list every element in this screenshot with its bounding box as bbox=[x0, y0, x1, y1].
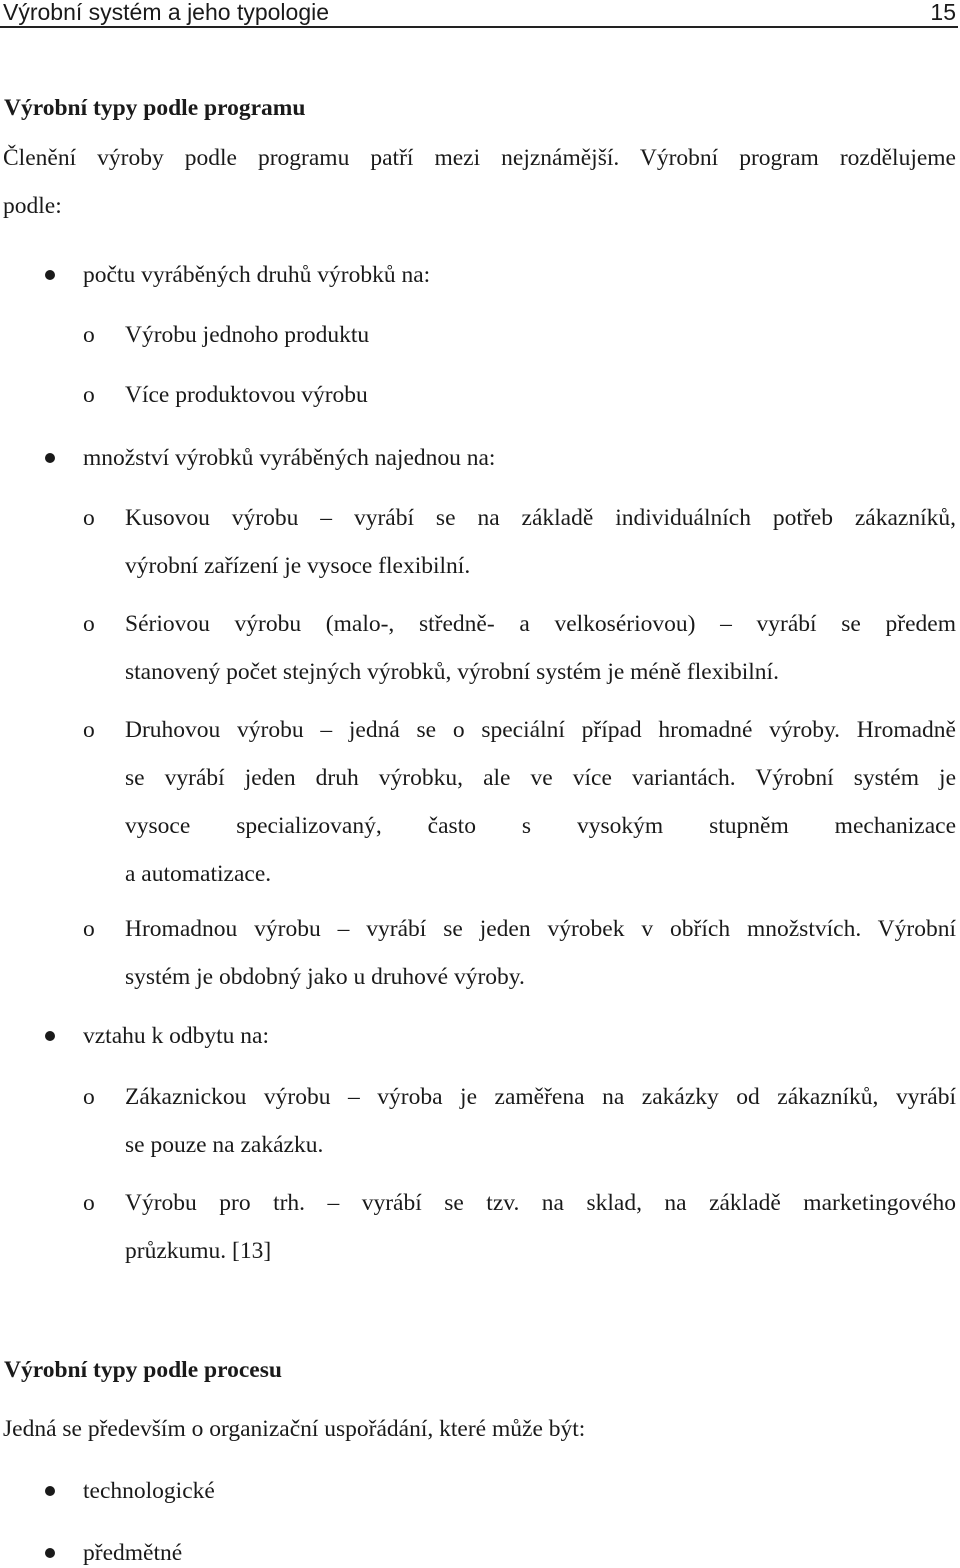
sub-item-text: Více produktovou výrobu bbox=[125, 382, 368, 408]
text-line: se pouze na zakázku. bbox=[125, 1132, 324, 1158]
intro-line-2: podle: bbox=[3, 193, 62, 219]
text-line: Výrobu pro trh. – vyrábí se tzv. na sklad, na základě marketingového bbox=[125, 1190, 956, 1216]
running-header bbox=[0, 0, 958, 28]
sub-bullet-marker: o bbox=[83, 1084, 95, 1110]
sub-item-text bbox=[125, 600, 956, 696]
sub-item-text bbox=[125, 905, 956, 1001]
sub-item-text: Výrobu jednoho produktu bbox=[125, 322, 370, 348]
page-number: 15 bbox=[930, 0, 956, 25]
bullet-dot bbox=[45, 1548, 55, 1558]
sub-bullet-marker: o bbox=[83, 382, 95, 408]
section2-intro: Jedná se především o organizační uspořádání, které může být: bbox=[3, 1416, 586, 1442]
bullet-dot bbox=[45, 1486, 55, 1496]
text-line: systém je obdobný jako u druhové výroby. bbox=[125, 964, 525, 990]
bullet-item-label: technologické bbox=[83, 1478, 215, 1504]
bullet-item-label: počtu vyráběných druhů výrobků na: bbox=[83, 262, 431, 288]
text-line: se vyrábí jeden druh výrobku, ale ve více variantách. Výrobní systém je bbox=[125, 765, 956, 791]
intro-paragraph bbox=[3, 143, 956, 221]
bullet-dot bbox=[45, 270, 55, 280]
bullet-item-label: vztahu k odbytu na: bbox=[83, 1023, 270, 1049]
sub-bullet-marker: o bbox=[83, 717, 95, 743]
sub-bullet-marker: o bbox=[83, 322, 95, 348]
text-line: a automatizace. bbox=[125, 861, 272, 887]
section-heading-process: Výrobní typy podle procesu bbox=[4, 1357, 282, 1383]
header-title: Výrobní systém a jeho typologie bbox=[3, 0, 330, 25]
sub-bullet-marker: o bbox=[83, 916, 95, 942]
text-line: Kusovou výrobu – vyrábí se na základě individuálních potřeb zákazníků, bbox=[125, 505, 956, 531]
bullet-dot bbox=[45, 453, 55, 463]
text-line: vysoce specializovaný, často s vysokým stupněm mechanizace bbox=[125, 813, 956, 839]
sub-bullet-marker: o bbox=[83, 1190, 95, 1216]
sub-item-text bbox=[125, 1179, 956, 1275]
sub-item-text bbox=[125, 706, 956, 898]
sub-item-text bbox=[125, 1073, 956, 1169]
intro-line-1: Členění výroby podle programu patří mezi nejznámější. Výrobní program rozdělujeme bbox=[3, 145, 956, 171]
sub-bullet-marker: o bbox=[83, 505, 95, 531]
sub-bullet-marker: o bbox=[83, 611, 95, 637]
text-line: Sériovou výrobu (malo-, středně- a velkosériovou) – vyrábí se předem bbox=[125, 611, 956, 637]
bullet-dot bbox=[45, 1031, 55, 1041]
text-line: Druhovou výrobu – jedná se o speciální případ hromadné výroby. Hromadně bbox=[125, 717, 956, 743]
bullet-item-label: množství výrobků vyráběných najednou na: bbox=[83, 445, 496, 471]
bullet-item-label: předmětné bbox=[83, 1540, 183, 1566]
text-line: průzkumu. [13] bbox=[125, 1238, 272, 1264]
text-line: Zákaznickou výrobu – výroba je zaměřena na zakázky od zákazníků, vyrábí bbox=[125, 1084, 956, 1110]
section-heading-program: Výrobní typy podle programu bbox=[4, 95, 306, 121]
text-line: výrobní zařízení je vysoce flexibilní. bbox=[125, 553, 471, 579]
sub-item-text bbox=[125, 494, 956, 590]
text-line: stanovený počet stejných výrobků, výrobní systém je méně flexibilní. bbox=[125, 659, 779, 685]
text-line: Hromadnou výrobu – vyrábí se jeden výrobek v obřích množstvích. Výrobní bbox=[125, 916, 956, 942]
